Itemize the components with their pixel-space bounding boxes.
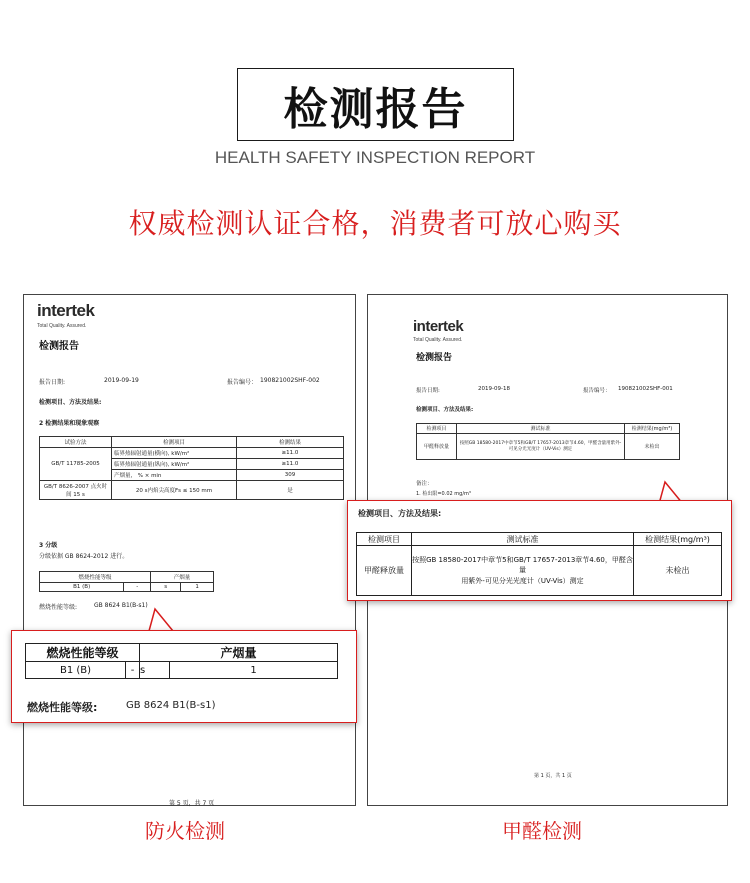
col-method: 试验方法 [40,437,112,448]
smoke-value: 1 [181,583,214,592]
grade-line-value: GB 8624 B1(B-s1) [126,700,216,711]
grade-dash: - [126,662,140,679]
smoke-s: s [140,662,170,679]
result-cell: 309 [237,470,344,481]
caption-fire-test: 防火检测 [145,819,225,843]
grade-table [25,643,338,679]
smoke-value: 1 [170,662,338,679]
page-subtitle: HEALTH SAFETY INSPECTION REPORT [214,148,536,167]
col-smoke: 产烟量 [151,572,214,583]
grade-dash: - [124,583,151,592]
section-items: 检测项目、方法及结果: [39,399,102,406]
section-results: 2 检测结果和现象观察 [39,420,100,427]
date-label: 报告日期: [416,388,440,394]
col-item: 检测项目 [357,533,412,546]
note-1: 1. 检出限=0.02 mg/m³ [416,491,471,497]
method-cell: GB/T 11785-2005 [40,448,112,481]
formaldehyde-callout [347,500,732,601]
title-box [237,68,514,141]
result-cell: ≥11.0 [237,448,344,459]
item-cell: 甲醛释放量 [357,546,412,596]
col-result: 检测结果(mg/m³) [634,533,722,546]
col-standard: 测试标准 [457,424,625,434]
standard-cell: 按照GB 18580-2017中章节5和GB/T 17657-2013章节4.60，甲醛含量用紫外-可见分光光度计（UV-Vis）测定 [457,434,625,460]
result-cell: 未检出 [634,546,722,596]
page-footer: 第 5 页，共 7 页 [169,800,215,807]
results-table [39,436,344,500]
doc-heading: 检测报告 [416,353,453,363]
small-grade-table [39,571,214,592]
grade-section: 3 分级 [39,542,58,549]
date-value: 2019-09-18 [478,386,510,392]
intertek-logo: intertek [37,301,95,320]
col-item: 检测项目 [417,424,457,434]
item-cell: 20 s内焰尖高度Fs ≤ 150 mm [112,481,237,500]
caption-formaldehyde-test: 甲醛检测 [502,819,582,843]
report-no-label: 报告编号： [583,388,611,394]
col-grade: 燃烧性能等级 [26,644,140,662]
report-no-label: 报告编号： [227,379,258,386]
page-title: 检测报告 [283,83,468,135]
grade-text: 分级依据 GB 8624-2012 进行。 [39,553,129,560]
result-cell: 是 [237,481,344,500]
smoke-s: s [151,583,181,592]
col-standard: 测试标准 [412,533,634,546]
logo-tagline: Total Quality. Assured. [413,337,463,343]
item-cell: 临界热辐射通量(横向), kW/m² [112,448,237,459]
standard-cell [412,546,634,596]
page-footer: 第 1 页，共 1 页 [534,773,572,779]
result-cell: 未检出 [625,434,680,460]
item-cell: 临界热辐射通量(纵向), kW/m² [112,459,237,470]
intertek-logo: intertek [413,318,464,335]
notes-label: 备注： [416,481,433,487]
result-cell: ≥11.0 [237,459,344,470]
grade-value: B1 (B) [40,583,124,592]
grade-line-value: GB 8624 B1(B-s1) [94,602,148,609]
doc-heading: 检测报告 [39,341,79,352]
col-smoke: 产烟量 [140,644,338,662]
grade-value: B1 (B) [26,662,126,679]
formaldehyde-result-table [356,532,722,596]
report-no-value: 190821002SHF-002 [260,377,320,384]
section-items: 检测项目、方法及结果: [416,407,474,413]
fire-test-document [23,294,356,806]
date-value: 2019-09-19 [104,377,139,384]
formaldehyde-table [416,423,680,460]
item-cell: 甲醛释放量 [417,434,457,460]
col-grade: 燃烧性能等级 [40,572,151,583]
method-cell: GB/T 8626-2007 点火时间 15 s [40,481,112,500]
report-no-value: 190821002SHF-001 [618,386,673,392]
date-label: 报告日期: [39,379,66,386]
grade-line-label: 燃烧性能等级: [39,604,78,611]
item-cell: 产烟量， % × min [112,470,237,481]
col-result: 检测结果(mg/m³) [625,424,680,434]
callout-section-title: 检测项目、方法及结果: [358,509,442,518]
col-item: 检测项目 [112,437,237,448]
fire-grade-callout [11,630,357,723]
logo-tagline: Total Quality. Assured. [37,323,87,329]
col-result: 检测结果 [237,437,344,448]
grade-line-label: 燃烧性能等级: [27,701,98,714]
standard-line-2: 用紫外-可见分光光度计（UV-Vis）测定 [461,576,584,585]
slogan: 权威检测认证合格，消费者可放心购买 [128,207,622,240]
standard-line-1: 按照GB 18580-2017中章节5和GB/T 17657-2013章节4.60，甲醛含量 [412,555,633,575]
